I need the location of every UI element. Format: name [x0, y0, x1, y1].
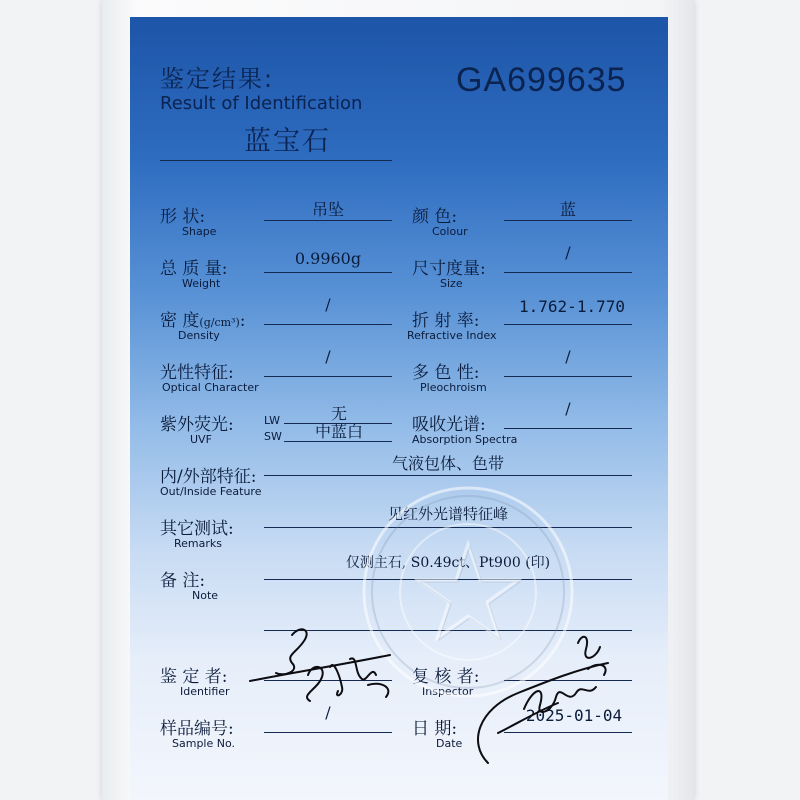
date-label: 日 期: — [412, 719, 458, 739]
refractive-underline — [504, 324, 632, 325]
shape-label-en: Shape — [182, 225, 217, 238]
uvf-sw-underline — [284, 441, 392, 442]
identifier-label: 鉴 定 者: — [160, 667, 228, 687]
uvf-sw-label: SW — [264, 430, 282, 443]
identifier-underline — [264, 680, 392, 681]
certificate-card — [130, 17, 668, 800]
sample-label-en: Sample No. — [172, 737, 236, 750]
uvf-sw-value: 中蓝白 — [314, 422, 363, 441]
date-label-en: Date — [436, 737, 463, 750]
pleochroism-value: / — [565, 347, 571, 366]
blank-underline — [264, 630, 632, 631]
feature-label: 内/外部特征: — [160, 467, 257, 487]
sample-underline — [264, 732, 392, 733]
note-label: 备 注: — [160, 571, 206, 591]
optical-underline — [264, 376, 392, 377]
remarks-underline — [264, 527, 632, 528]
refractive-label-en: Refractive Index — [407, 329, 497, 342]
feature-underline — [264, 475, 632, 476]
inspector-label: 复 核 者: — [412, 667, 480, 687]
density-label — [160, 306, 245, 331]
sample-value: / — [325, 703, 331, 722]
uvf-label: 紫外荧光: — [160, 415, 234, 435]
size-label-en: Size — [440, 277, 463, 290]
colour-label-en: Colour — [432, 225, 468, 238]
feature-value: 气液包体、色带 — [391, 454, 504, 473]
weight-label: 总 质 量: — [160, 259, 228, 279]
remarks-label: 其它测试: — [160, 519, 234, 539]
sample-label: 样品编号: — [160, 719, 234, 739]
weight-label-en: Weight — [182, 277, 221, 290]
uvf-lw-label: LW — [264, 414, 280, 427]
density-underline — [264, 324, 392, 325]
weight-value: 0.9960g — [294, 249, 362, 268]
inspector-underline — [504, 680, 632, 681]
weight-underline — [264, 272, 392, 273]
optical-label-en: Optical Character — [162, 381, 259, 394]
date-value: 2025-01-04 — [525, 706, 623, 725]
note-label-en: Note — [192, 589, 219, 602]
colour-label: 颜 色: — [412, 207, 458, 227]
refractive-value: 1.762-1.770 — [519, 297, 625, 316]
size-underline — [504, 272, 632, 273]
absorption-underline — [504, 428, 632, 429]
title-cn: 鉴定结果: — [160, 65, 275, 93]
size-label: 尺寸度量: — [412, 259, 486, 279]
note-value: 仅测主石, S0.49ct、Pt900 (印) — [345, 555, 551, 571]
density-label-en: Density — [178, 329, 220, 342]
date-underline — [504, 732, 632, 733]
pleochroism-label-en: Pleochroism — [420, 381, 487, 394]
remarks-label-en: Remarks — [174, 537, 222, 550]
shape-label: 形 状: — [160, 207, 206, 227]
inspector-label-en: Inspector — [422, 685, 474, 698]
pleochroism-underline — [504, 376, 632, 377]
density-unit: (g/cm³) — [199, 316, 240, 329]
colour-underline — [504, 220, 632, 221]
optical-value: / — [325, 347, 331, 366]
absorption-label-en: Absorption Spectra — [412, 433, 518, 446]
uvf-lw-value: 无 — [330, 404, 347, 423]
shape-value: 吊坠 — [311, 200, 344, 219]
refractive-label: 折 射 率: — [412, 311, 480, 331]
density-label-cn: 密 度 — [160, 311, 200, 331]
shape-underline — [264, 220, 392, 221]
density-value: / — [325, 295, 331, 314]
result-underline — [160, 160, 392, 161]
uvf-label-en: UVF — [190, 433, 212, 446]
absorption-label: 吸收光谱: — [412, 415, 486, 435]
remarks-value: 见红外光谱特征峰 — [387, 505, 508, 523]
serial-number: GA699635 — [456, 61, 627, 99]
note-underline — [264, 579, 632, 580]
optical-label: 光性特征: — [160, 363, 234, 383]
pleochroism-label: 多 色 性: — [412, 363, 480, 383]
density-colon: : — [239, 311, 246, 331]
colour-value: 蓝 — [559, 200, 576, 219]
feature-label-en: Out/Inside Feature — [160, 485, 262, 498]
absorption-value: / — [565, 399, 571, 418]
result-value: 蓝宝石 — [244, 126, 331, 157]
size-value: / — [565, 243, 571, 262]
title-en: Result of Identification — [160, 93, 363, 114]
identifier-label-en: Identifier — [180, 685, 230, 698]
